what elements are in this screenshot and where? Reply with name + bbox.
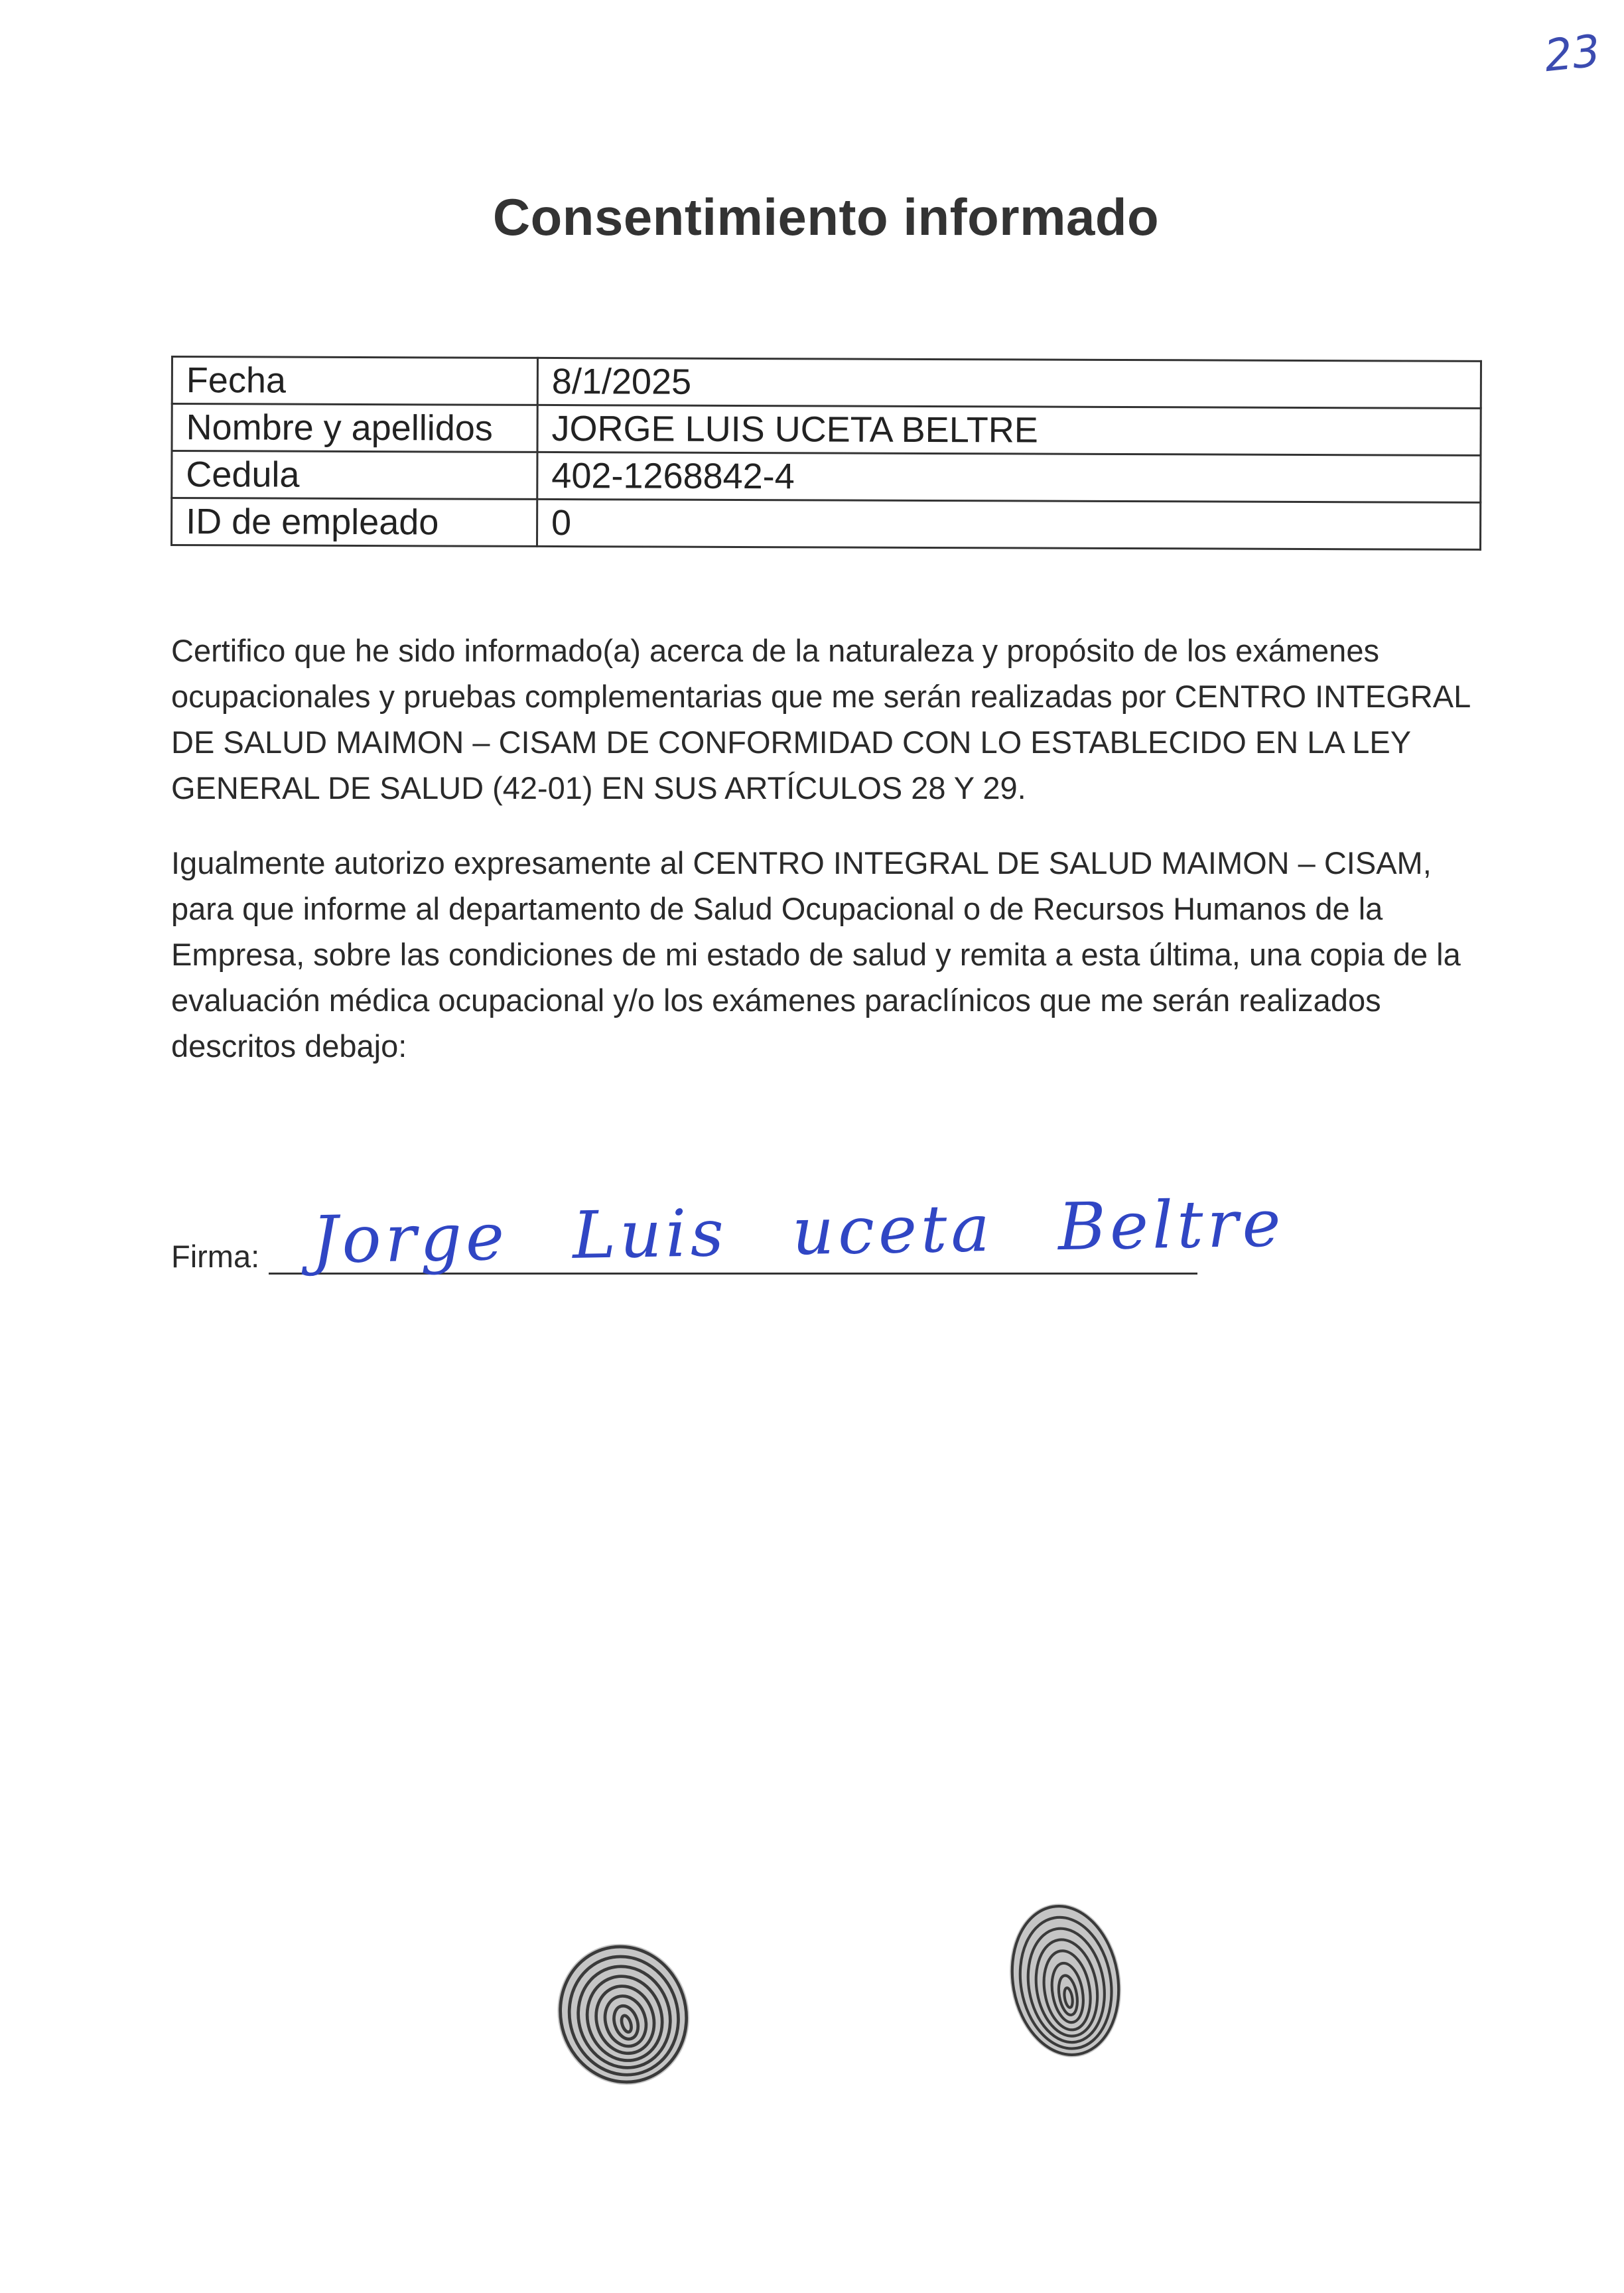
firma-label: Firma: [171, 1239, 260, 1274]
fecha-value: 8/1/2025 [537, 358, 1481, 408]
fingerprint-right-icon [1003, 1896, 1128, 2065]
fingerprint-left-icon [552, 1935, 694, 2091]
nombre-label: Nombre y apellidos [172, 404, 537, 452]
authorization-paragraph: Igualmente autorizo expresamente al CENTRO INTEGRAL DE SALUD MAIMON – CISAM, para que informe al departamento de Salud Ocupacional o de Recursos Humanos de la Empresa, sobre las condiciones de mi estado de salud y remita a esta última, una copia de la evaluación médica ocupacional y/o los exámenes paraclínicos que me serán realizados descritos debajo: [171, 845, 1461, 1064]
cedula-value: 402-1268842-4 [537, 452, 1481, 502]
table-row [172, 498, 1481, 550]
nombre-value: JORGE LUIS UCETA BELTRE [537, 405, 1481, 455]
table-row [172, 357, 1481, 409]
id-empleado-value: 0 [537, 499, 1481, 549]
document-title: Consentimiento informado [492, 188, 1160, 246]
cedula-label: Cedula [172, 451, 537, 500]
info-table [170, 356, 1482, 551]
table-row [172, 404, 1481, 456]
table-row [172, 451, 1481, 503]
certification-paragraph: Certifico que he sido informado(a) acerca de la naturaleza y propósito de los exámenes ocupacionales y pruebas complementarias que me serán realizadas por CENTRO INTEGRAL DE SALUD MAIMON – CISAM DE CONFORMIDAD CON LO ESTABLECIDO EN LA LEY GENERAL DE SALUD (42-01) EN SUS ARTÍCULOS 28 Y 29. [171, 633, 1470, 805]
fecha-label: Fecha [172, 357, 537, 405]
id-empleado-label: ID de empleado [172, 498, 537, 547]
page-number: 23 [1542, 25, 1603, 82]
handwritten-signature: Jorge Luis uceta Beltre [311, 1186, 1286, 1279]
